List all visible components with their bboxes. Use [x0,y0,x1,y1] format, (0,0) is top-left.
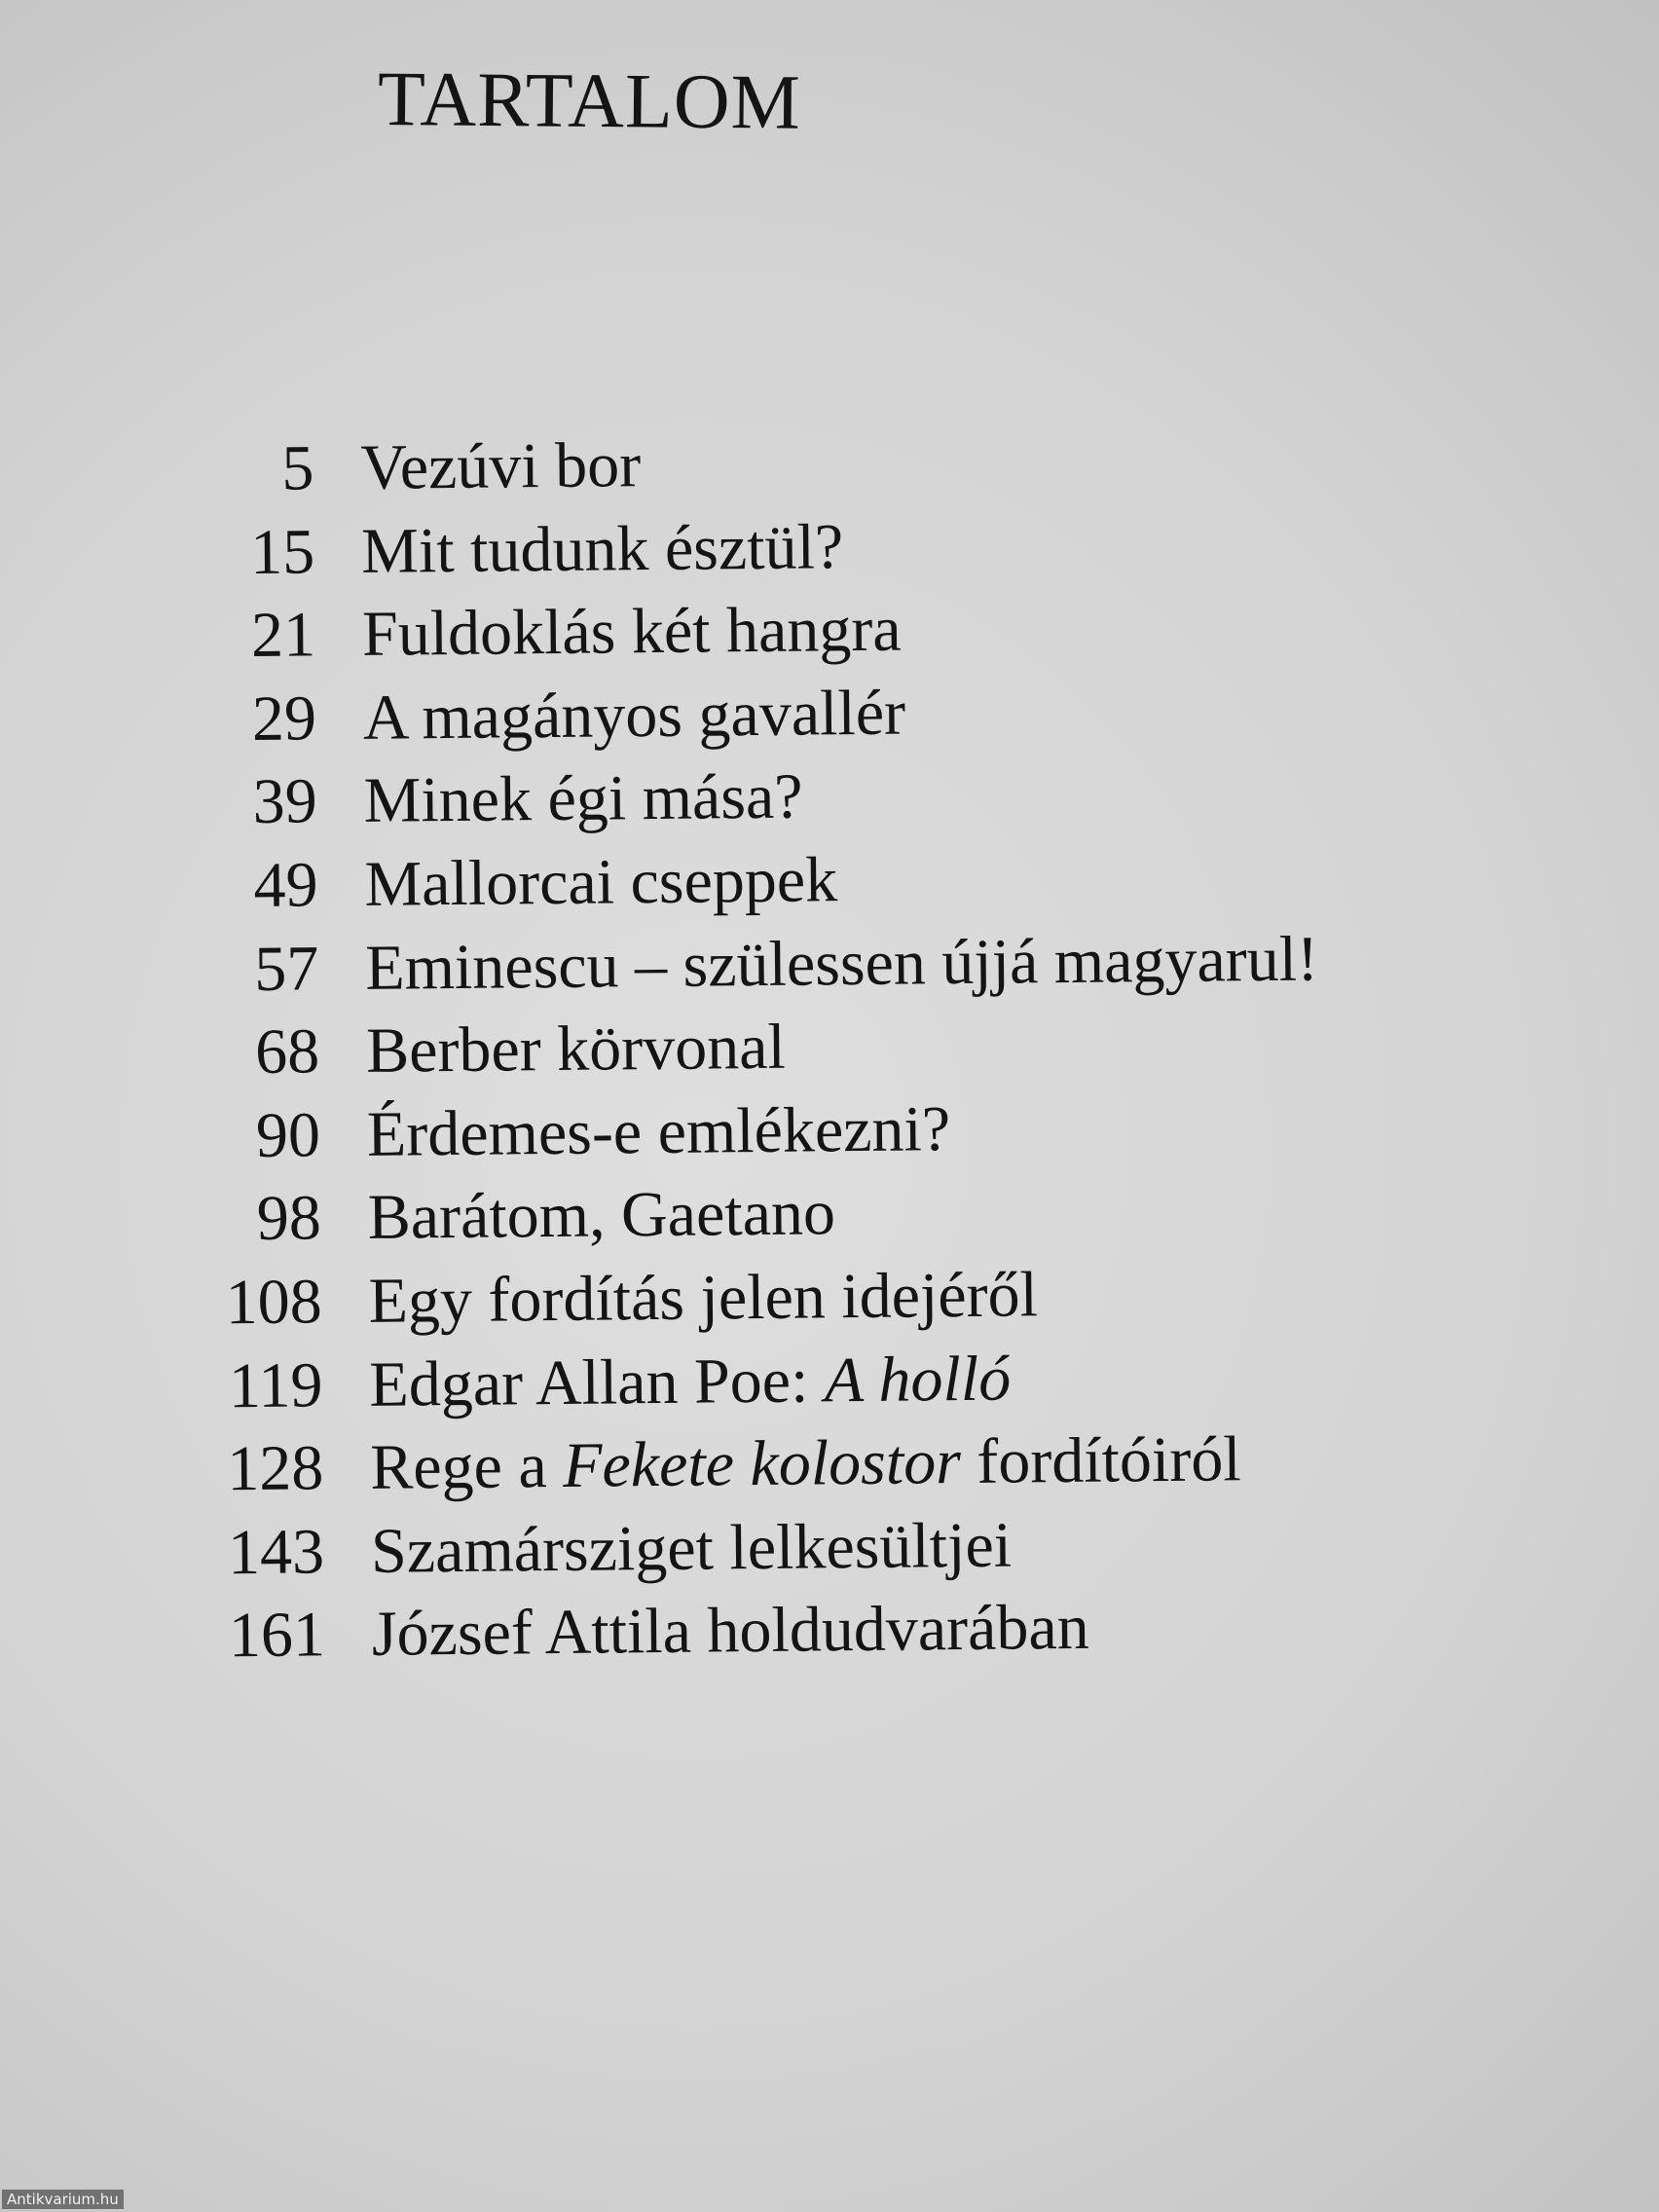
toc-entry [154,1250,1322,1345]
toc-entry-title: Vezúvi bor [360,429,642,503]
toc-entry [153,1084,1321,1178]
toc-page-number: 128 [226,1432,324,1505]
toc-entry-title: Minek égi mása? [363,760,803,837]
toc-page-number: 39 [252,765,318,838]
toc-entry-title: Berber körvonal [365,1011,787,1088]
toc-entry [147,500,1315,595]
toc-page-number: 90 [255,1099,321,1171]
toc-title-text: Edgar Allan Poe: [369,1344,826,1420]
toc-entry-title: Eminescu – szülessen újjá magyarul! [364,923,1319,1004]
toc-entry [152,1001,1320,1095]
toc-page-number: 98 [256,1182,322,1255]
toc-entry [156,1418,1324,1512]
toc-title-text: Rege a [369,1430,564,1503]
toc-entry-title [369,1337,1012,1426]
toc-page-number: 29 [251,682,317,755]
toc-entry-title: Barátom, Gaetano [367,1177,836,1254]
toc-page-number: 15 [249,515,315,588]
toc-page-number: 108 [225,1266,322,1339]
toc-entry [150,833,1318,928]
toc-page-number: 68 [254,1015,320,1088]
toc-entry-title: Mallorcai cseppek [364,844,838,920]
toc-page-number: 143 [227,1516,325,1588]
toc-title-italic: Fekete kolostor [562,1426,962,1502]
toc-entry [146,417,1314,511]
toc-entry [148,667,1316,761]
toc-entry [158,1584,1326,1678]
page-title: TARTALOM [377,56,802,146]
toc-title-text: fordítóiról [960,1423,1241,1498]
toc-entry [153,1167,1321,1262]
toc-entry [148,584,1316,679]
toc-page-number: 161 [228,1599,326,1672]
toc-page-number: 21 [250,599,316,672]
toc-entry-title: A magányos gavallér [362,677,906,754]
toc-page-number: 119 [228,1348,323,1421]
toc-page-number: 57 [253,932,319,1005]
toc-page-number: 5 [281,432,314,504]
toc-title-italic: A holló [824,1343,1012,1416]
toc-entry-title: Szamársziget lelkesültjei [370,1509,1013,1587]
watermark: Antikvarium.hu [2,2190,124,2209]
toc-entry [151,917,1319,1012]
toc-entry-title: József Attila holdudvarában [371,1592,1090,1671]
toc-entry-title: Fuldoklás két hangra [361,593,902,671]
toc-entry [155,1334,1323,1428]
toc-entry-title [370,1418,1241,1509]
toc-entry [149,751,1317,845]
toc-page-number: 49 [253,849,318,921]
toc-entry-title: Mit tudunk észtül? [360,510,844,587]
toc-entry [157,1500,1325,1595]
table-of-contents [146,417,1325,1677]
toc-entry-title: Egy fordítás jelen idejéről [368,1259,1039,1337]
toc-entry-title: Érdemes-e emlékezni? [366,1092,951,1170]
